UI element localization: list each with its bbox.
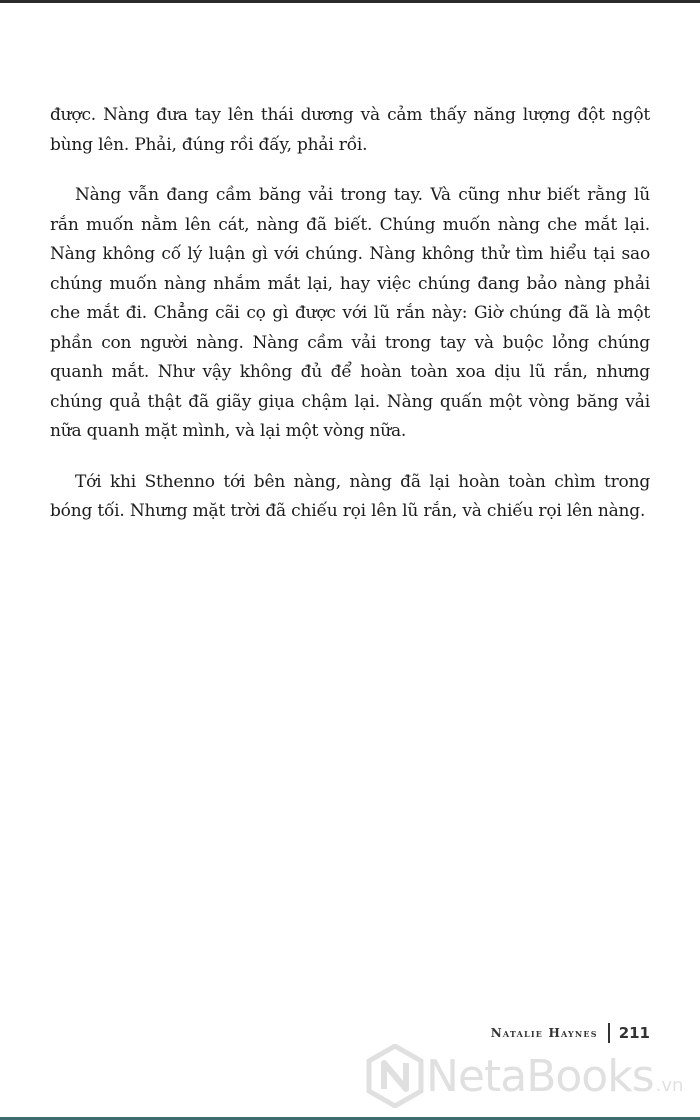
page-number: 211	[618, 1024, 650, 1042]
netabooks-logo-icon	[366, 1044, 424, 1108]
paragraph	[50, 101, 650, 160]
watermark-text: NetaBooks .vn	[426, 1050, 684, 1102]
text-line: che mắt đi. Chẳng cãi cọ gì được với lũ rắn này: Giờ chúng đã là một	[50, 303, 650, 323]
page-body	[50, 101, 650, 548]
text-line: phần con người nàng. Nàng cầm vải trong tay và buộc lỏng chúng	[50, 332, 650, 353]
text-line: bóng tối. Nhưng mặt trời đã chiếu rọi lên lũ rắn, và chiếu rọi lên nàng.	[50, 501, 646, 521]
running-footer	[491, 1020, 650, 1046]
top-border	[0, 0, 700, 3]
footer-divider	[608, 1023, 610, 1043]
text-line: được. Nàng đưa tay lên thái dương và cảm thấy năng lượng đột ngột	[50, 105, 650, 125]
text-line: rắn muốn nằm lên cát, nàng đã biết. Chúng muốn nàng che mắt lại.	[50, 214, 650, 235]
text-line: quanh mắt. Như vậy không đủ để hoàn toàn xoa dịu lũ rắn, nhưng	[50, 362, 650, 382]
text-line: chúng quả thật đã giãy giụa chậm lại. Nàng quấn một vòng băng vải	[50, 391, 650, 412]
text-line: Tới khi Sthenno tới bên nàng, nàng đã lại hoàn toàn chìm trong	[75, 471, 650, 492]
text-line: nữa quanh mặt mình, và lại một vòng nữa.	[50, 421, 407, 441]
text-line: bùng lên. Phải, đúng rồi đấy, phải rồi.	[50, 134, 368, 155]
text-line: Nàng vẫn đang cầm băng vải trong tay. Và cũng như biết rằng lũ	[75, 185, 650, 205]
paragraph	[50, 468, 650, 527]
watermark	[366, 1044, 683, 1108]
paragraph	[50, 181, 650, 447]
text-line: chúng muốn nàng nhắm mắt lại, hay việc chúng đang bảo nàng phải	[50, 273, 650, 294]
watermark-suffix: .vn	[655, 1074, 684, 1096]
text-line: Nàng không cố lý luận gì với chúng. Nàng không thử tìm hiểu tại sao	[50, 244, 650, 264]
author-name: Natalie Haynes	[490, 1026, 598, 1040]
